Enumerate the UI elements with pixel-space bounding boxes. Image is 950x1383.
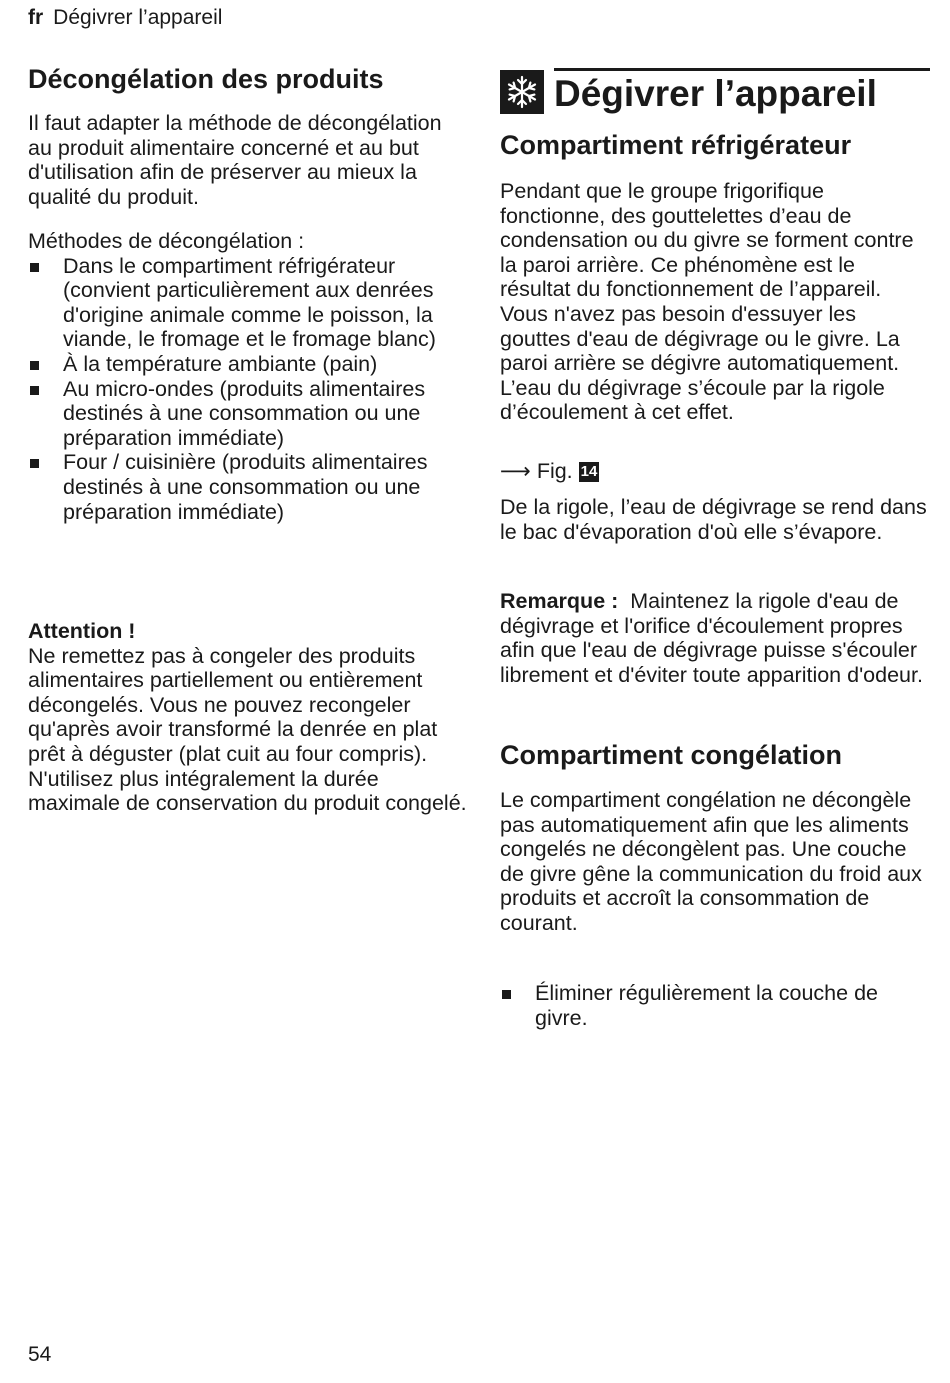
fridge-text: Pendant que le groupe frigorifique fonctionne, des gouttelettes d’eau de condensation ou du givre se forment contre la paroi arrière. Ce phénomène est le résultat du fonctionnement de l’appareil. Vous n'avez pas besoin d'essuyer les gouttes d'eau de dégivrage ou le givre. La paroi arrière se dégivre automatiquement. L’eau du dégivrage s’écoule par la rigole d’écoulement à cet effet. <box>500 179 914 425</box>
list-item: Au micro-ondes (produits alimentaires destinés à une consommation ou une préparation immédiate) <box>28 377 468 451</box>
drain-text: De la rigole, l’eau de dégivrage se rend dans le bac d'évaporation d'où elle s’évapore. <box>500 495 927 544</box>
list-item: À la température ambiante (pain) <box>28 352 468 377</box>
header-section-title: Dégivrer l’appareil <box>53 6 223 29</box>
methods-list <box>28 254 468 525</box>
snowflake-icon <box>500 70 544 114</box>
methods-label: Méthodes de décongélation : <box>28 229 305 253</box>
note-text: Maintenez la rigole d'eau de dégivrage et l'orifice d'écoulement propres afin que l'eau de dégivrage puisse s'écouler librement et d'éviter toute apparition d'odeur. <box>500 589 923 687</box>
figure-reference <box>500 459 599 484</box>
thawing-intro: Il faut adapter la méthode de décongélation au produit alimentaire concerné et au but d'utilisation afin de préserver au mieux la qualité du produit. <box>28 111 442 209</box>
defrost-title: Dégivrer l’appareil <box>554 73 877 114</box>
list-item: Four / cuisinière (produits alimentaires destinés à une consommation ou une préparation immédiate) <box>28 450 468 524</box>
arrow-right-icon: ⟶ <box>500 459 531 483</box>
note-label: Remarque : <box>500 589 619 613</box>
list-item: Dans le compartiment réfrigérateur (convient particulièrement aux denrées d'origine animale comme le poisson, la viande, le fromage et le fromage blanc) <box>28 254 468 352</box>
page-number: 54 <box>28 1343 52 1366</box>
thawing-heading: Décongélation des produits <box>28 64 384 94</box>
running-header <box>28 6 222 30</box>
thawing-methods <box>28 229 468 524</box>
attention-text: Ne remettez pas à congeler des produits alimentaires partiellement ou entièrement décongelés. Vous ne pouvez recongeler qu'après avoir transformé la denrée en plat prêt à déguster (plat cuit au four compris). N'utilisez plus intégralement la durée maximale de conservation du produit congelé. <box>28 643 467 816</box>
attention-label: Attention ! <box>28 619 136 643</box>
figure-number-badge: 14 <box>580 463 598 480</box>
fridge-heading: Compartiment réfrigérateur <box>500 130 852 160</box>
figure-label: Fig. <box>536 459 573 483</box>
freezer-heading: Compartiment congélation <box>500 740 843 770</box>
freezer-list <box>500 981 930 1030</box>
title-rule <box>554 68 930 71</box>
language-code: fr <box>28 6 44 29</box>
attention-block <box>28 619 468 816</box>
freezer-text: Le compartiment congélation ne décongèle pas automatiquement afin que les aliments congelés ne décongèlent pas. Une couche de givre gêne la communication du froid aux produits et accroît la consommation de courant. <box>500 788 922 935</box>
note-block <box>500 589 930 687</box>
list-item: Éliminer régulièrement la couche de givre. <box>500 981 930 1030</box>
